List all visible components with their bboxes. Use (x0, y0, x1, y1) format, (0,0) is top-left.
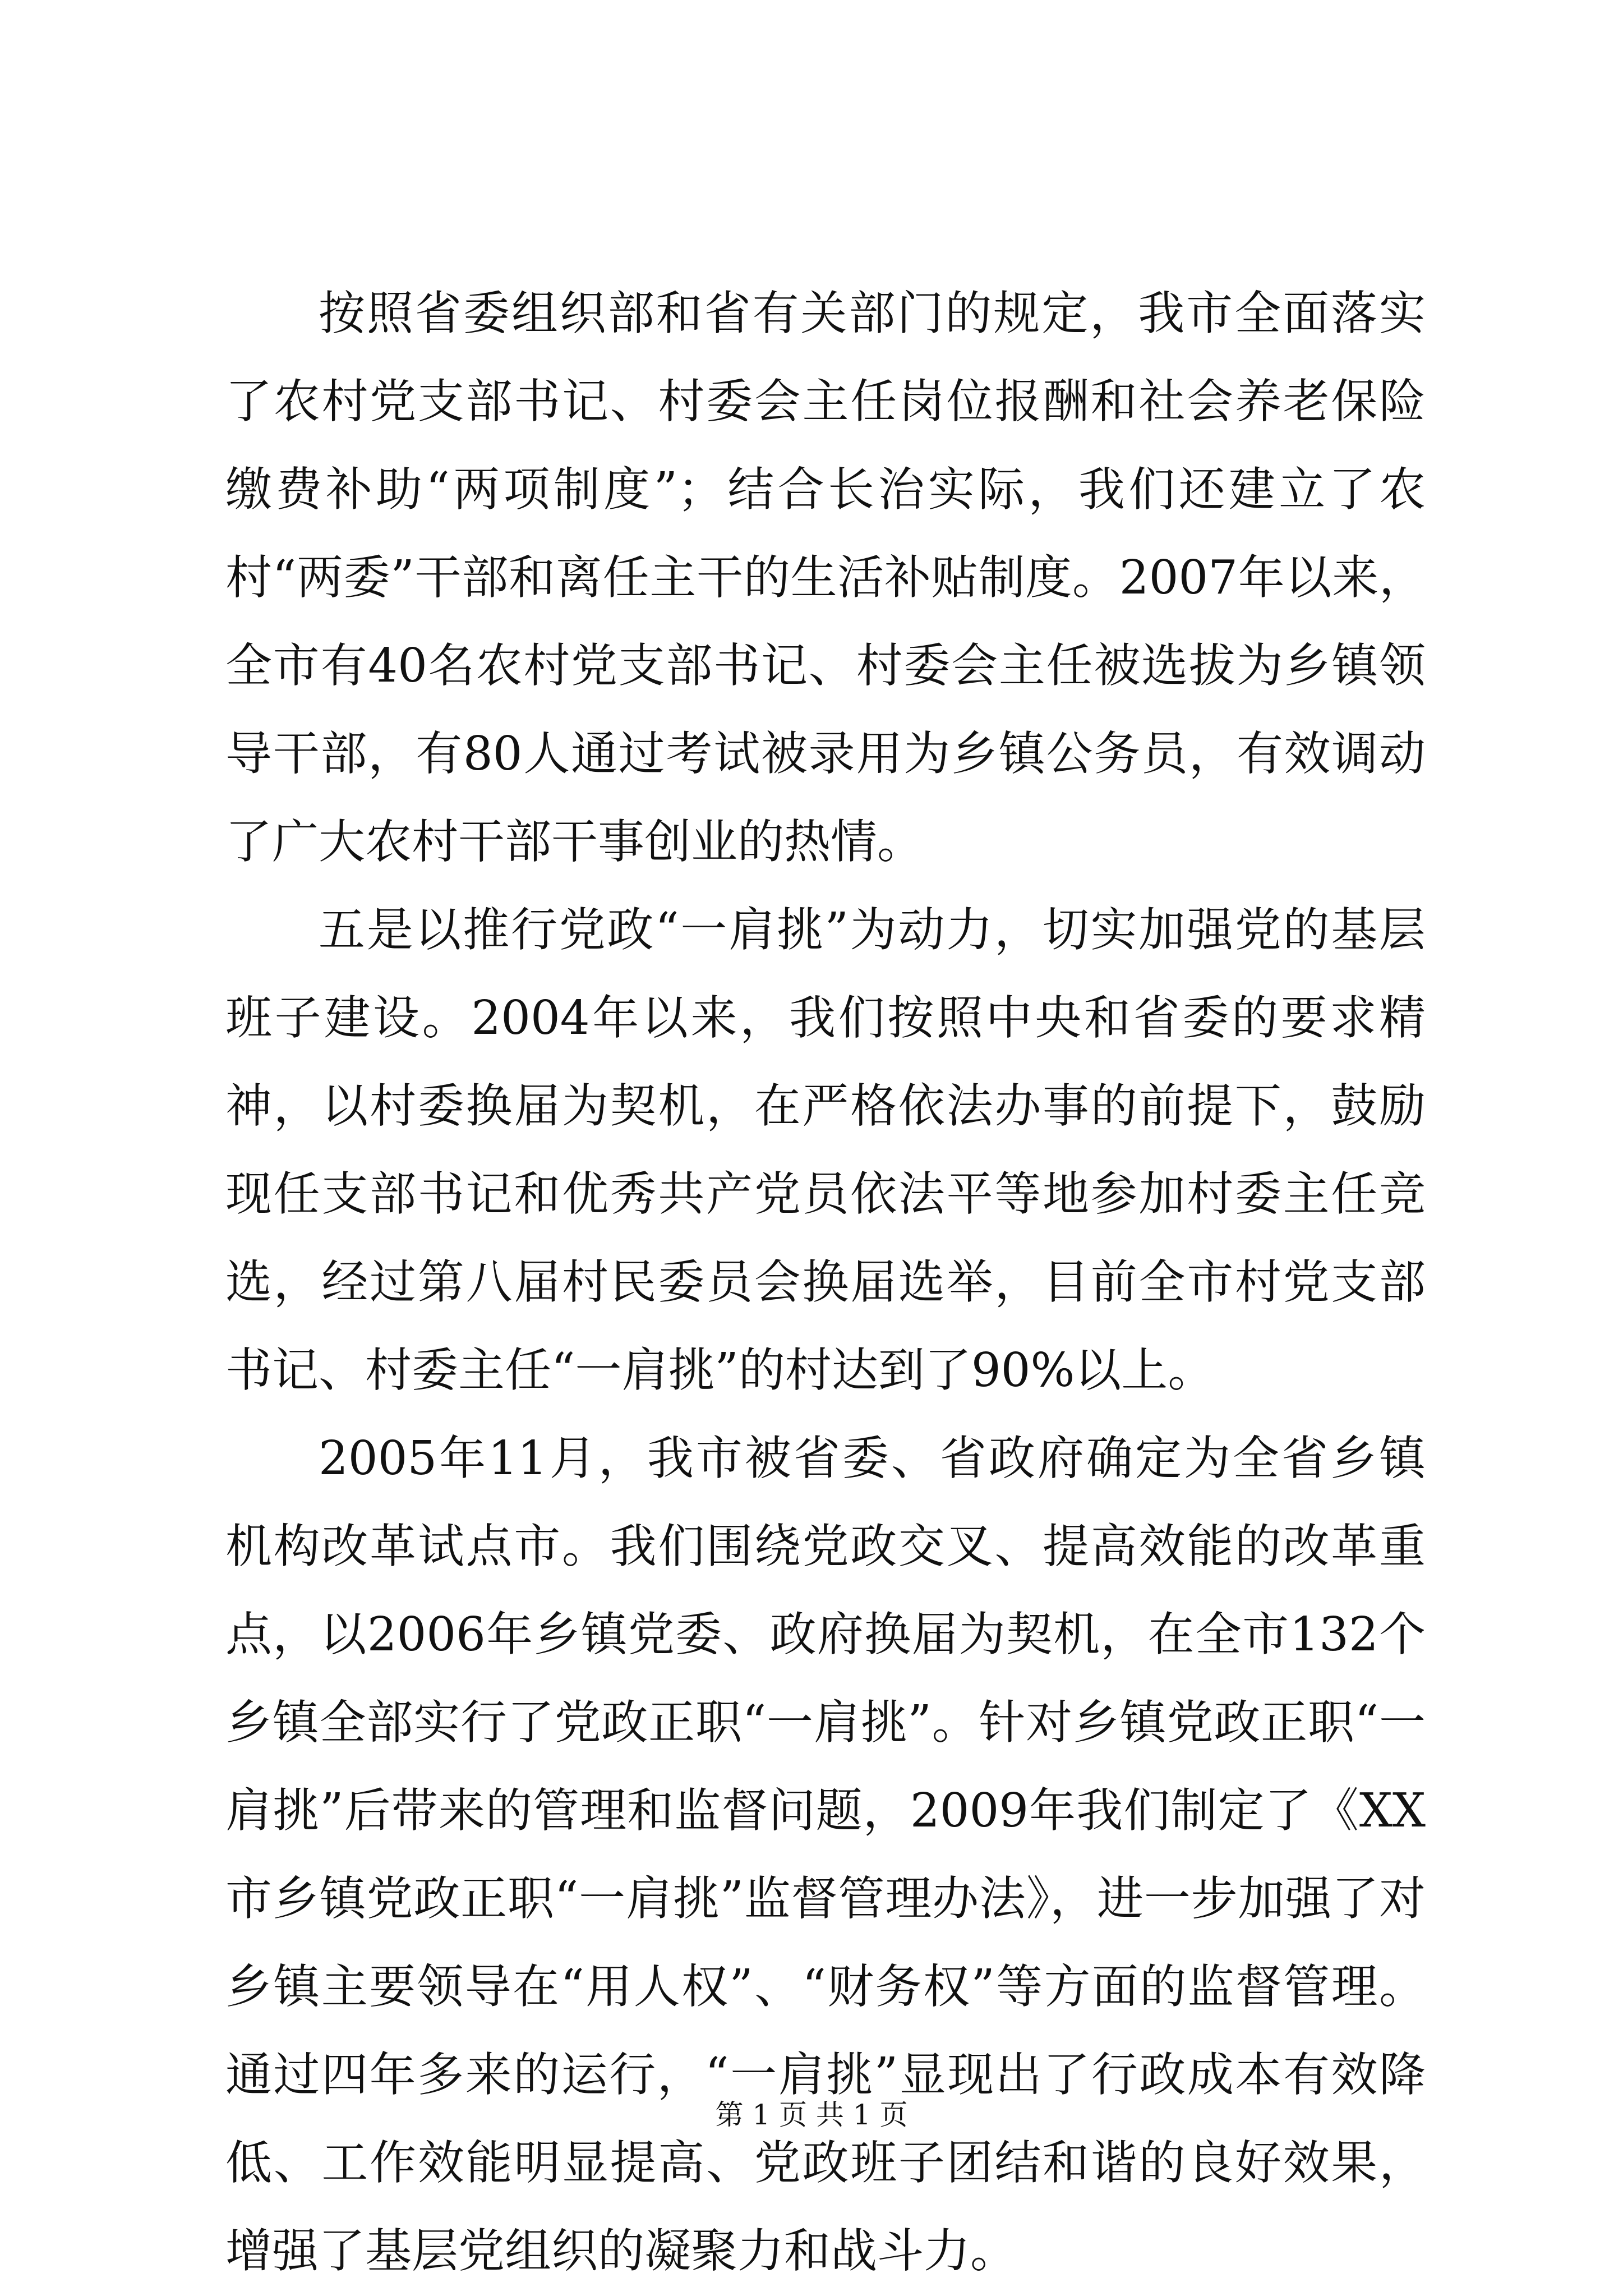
paragraph-3: 2005年11月，我市被省委、省政府确定为全省乡镇机构改革试点市。我们围绕党政交叉、提高效能的改革重点，以2006年乡镇党委、政府换届为契机，在全市132个乡镇全部实行了党政正职“一肩挑”。针对乡镇党政正职“一肩挑”后带来的管理和监督问题，2009年我们制定了《XX市乡镇党政正职“一肩挑”监督管理办法》，进一步加强了对乡镇主要领导在“用人权”、“财务权”等方面的监督管理。通过四年多来的运行，“一肩挑”显现出了行政成本有效降低、工作效能明显提高、党政班子团结和谐的良好效果，增强了基层党组织的凝聚力和战斗力。 (225, 1431, 1426, 2278)
paragraph-1: 按照省委组织部和省有关部门的规定，我市全面落实了农村党支部书记、村委会主任岗位报酬和社会养老保险缴费补助“两项制度”；结合长治实际，我们还建立了农村“两委”干部和离任主干的生活补贴制度。2007年以来，全市有40名农村党支部书记、村委会主任被选拔为乡镇领导干部，有80人通过考试被录用为乡镇公务员，有效调动了广大农村干部干事创业的热情。 (225, 286, 1426, 869)
document-body (225, 269, 1426, 2295)
page-footer: 第 1 页 共 1 页 (715, 2099, 908, 2131)
paragraph-2: 五是以推行党政“一肩挑”为动力，切实加强党的基层班子建设。2004年以来，我们按照中央和省委的要求精神，以村委换届为契机，在严格依法办事的前提下，鼓励现任支部书记和优秀共产党员依法平等地参加村委主任竞选，经过第八届村民委员会换届选举，目前全市村党支部书记、村委主任“一肩挑”的村达到了90%以上。 (225, 903, 1426, 1397)
